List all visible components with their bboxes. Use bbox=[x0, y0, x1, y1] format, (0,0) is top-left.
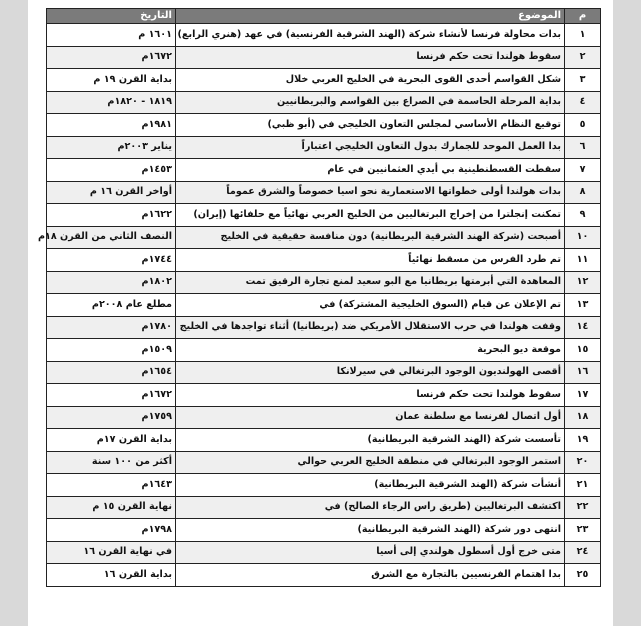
row-date: ١٩٨١م bbox=[47, 114, 176, 137]
table-row bbox=[47, 69, 601, 92]
table-row bbox=[47, 159, 601, 182]
row-topic: سقوط هولندا تحت حكم فرنسا bbox=[176, 46, 565, 69]
row-topic: أقصى الهولنديون الوجود البرتغالي في سيرلانكا bbox=[176, 361, 565, 384]
row-number: ٢ bbox=[565, 46, 601, 69]
row-date: ١٦٠١ م bbox=[47, 24, 176, 47]
row-date: ١٦٢٢م bbox=[47, 204, 176, 227]
row-topic: تم الإعلان عن قيام (السوق الخليجية المشتركة) في bbox=[176, 294, 565, 317]
row-date: ١٥٠٩م bbox=[47, 339, 176, 362]
table-row bbox=[47, 249, 601, 272]
table-row bbox=[47, 204, 601, 227]
row-date: مطلع عام ٢٠٠٨م bbox=[47, 294, 176, 317]
row-topic: تمكنت إنجلترا من إخراج البرتغاليين من الخليج العربي نهائياً مع حلفائها (إيران) bbox=[176, 204, 565, 227]
row-number: ٢٤ bbox=[565, 541, 601, 564]
row-topic: أصبحت (شركة الهند الشرقية البريطانية) دون منافسة حقيقية في الخليج bbox=[176, 226, 565, 249]
row-topic: شكل القواسم أحدى القوى البحرية في الخليج العربي خلال bbox=[176, 69, 565, 92]
row-number: ١٦ bbox=[565, 361, 601, 384]
row-date: ١٧٥٩م bbox=[47, 406, 176, 429]
table-row bbox=[47, 564, 601, 587]
row-topic: سقطت القسطنطينية بي أيدي العثمانيين في عام bbox=[176, 159, 565, 182]
table-row bbox=[47, 316, 601, 339]
row-date: بداية القرن ١٦ bbox=[47, 564, 176, 587]
row-number: ٢٣ bbox=[565, 519, 601, 542]
table-row bbox=[47, 451, 601, 474]
row-date: أواخر القرن ١٦ م bbox=[47, 181, 176, 204]
row-topic: بدات هولندا أولى خطواتها الاستعمارية نحو اسيا خصوصاً والشرق عموماً bbox=[176, 181, 565, 204]
table-row bbox=[47, 226, 601, 249]
row-topic: وقفت هولندا في حرب الاستقلال الأمريكي ضد (بريطانيا) أثناء تواجدها في الخليج bbox=[176, 316, 565, 339]
row-date: نهاية القرن ١٥ م bbox=[47, 496, 176, 519]
row-topic: المعاهدة التي أبرمتها بريطانيا مع البو سعيد لمنع تجارة الرقيق تمت bbox=[176, 271, 565, 294]
row-date: النصف الثاني من القرن ١٨م bbox=[47, 226, 176, 249]
row-date: بداية القرن ١٩ م bbox=[47, 69, 176, 92]
row-date: ١٦٧٢م bbox=[47, 384, 176, 407]
row-topic: سقوط هولندا تحت حكم فرنسا bbox=[176, 384, 565, 407]
row-number: ١٣ bbox=[565, 294, 601, 317]
table-row bbox=[47, 496, 601, 519]
header-topic: الموضوع bbox=[176, 9, 565, 24]
row-date: ١٤٥٣م bbox=[47, 159, 176, 182]
row-number: ١٤ bbox=[565, 316, 601, 339]
table-row bbox=[47, 294, 601, 317]
table-row bbox=[47, 46, 601, 69]
header-date: التاريخ bbox=[47, 9, 176, 24]
row-topic: متى خرج أول أسطول هولندي إلى أسيا bbox=[176, 541, 565, 564]
header-num: م bbox=[565, 9, 601, 24]
row-date: ١٦٤٣م bbox=[47, 474, 176, 497]
history-table bbox=[37, 8, 601, 587]
row-topic: بداية المرحلة الحاسمة في الصراع بين القواسم والبريطانيين bbox=[176, 91, 565, 114]
table-row bbox=[47, 114, 601, 137]
table-row bbox=[47, 339, 601, 362]
row-topic: بدا العمل الموحد للجمارك بدول التعاون الخليجي اعتباراً bbox=[176, 136, 565, 159]
row-topic: تأسست شركة (الهند الشرقية البريطانية) bbox=[176, 429, 565, 452]
table-row bbox=[47, 406, 601, 429]
row-number: ١٥ bbox=[565, 339, 601, 362]
row-date: يناير ٢٠٠٣م bbox=[47, 136, 176, 159]
row-number: ٢٥ bbox=[565, 564, 601, 587]
row-date: ١٨١٩ - ١٨٢٠م bbox=[47, 91, 176, 114]
row-topic: بدا اهتمام الفرنسيين بالتجارة مع الشرق bbox=[176, 564, 565, 587]
row-topic: تم طرد الفرس من مسقط نهائياً bbox=[176, 249, 565, 272]
row-topic: أنشأت شركة (الهند الشرقية البريطانية) bbox=[176, 474, 565, 497]
row-number: ١٨ bbox=[565, 406, 601, 429]
row-topic: اكتشف البرتغاليين (طريق راس الرجاء الصالح) في bbox=[176, 496, 565, 519]
row-number: ٨ bbox=[565, 181, 601, 204]
row-number: ٦ bbox=[565, 136, 601, 159]
row-number: ٤ bbox=[565, 91, 601, 114]
row-number: ١٧ bbox=[565, 384, 601, 407]
table-row bbox=[47, 541, 601, 564]
row-number: ٥ bbox=[565, 114, 601, 137]
row-date: ١٧٩٨م bbox=[47, 519, 176, 542]
row-topic: بدات محاولة فرنسا لأنشاء شركة (الهند الشرقية الفرنسية) في عهد (هنري الرابع) bbox=[176, 24, 565, 47]
row-number: ٢٠ bbox=[565, 451, 601, 474]
row-topic: انتهى دور شركة (الهند الشرقية البريطانية) bbox=[176, 519, 565, 542]
table-row bbox=[47, 181, 601, 204]
row-date: في نهاية القرن ١٦ bbox=[47, 541, 176, 564]
row-number: ٢١ bbox=[565, 474, 601, 497]
row-date: ١٧٤٤م bbox=[47, 249, 176, 272]
table-row bbox=[47, 271, 601, 294]
row-topic: استمر الوجود البرتغالي في منطقة الخليج العربي حوالي bbox=[176, 451, 565, 474]
row-number: ٧ bbox=[565, 159, 601, 182]
row-number: ٩ bbox=[565, 204, 601, 227]
row-topic: موقعة ديو البحرية bbox=[176, 339, 565, 362]
table-row bbox=[47, 91, 601, 114]
row-date: ١٧٨٠م bbox=[47, 316, 176, 339]
table-row bbox=[47, 519, 601, 542]
document-page bbox=[28, 0, 613, 626]
row-number: ١١ bbox=[565, 249, 601, 272]
header-row bbox=[47, 9, 601, 24]
table-row bbox=[47, 384, 601, 407]
table-row bbox=[47, 24, 601, 47]
row-topic: توقيع النظام الأساسي لمجلس التعاون الخليجي في (أبو ظبي) bbox=[176, 114, 565, 137]
row-number: ١ bbox=[565, 24, 601, 47]
row-number: ١٩ bbox=[565, 429, 601, 452]
row-topic: أول اتصال لفرنسا مع سلطنة عمان bbox=[176, 406, 565, 429]
table-row bbox=[47, 474, 601, 497]
row-number: ١٢ bbox=[565, 271, 601, 294]
table-row bbox=[47, 429, 601, 452]
table-row bbox=[47, 136, 601, 159]
row-number: ٢٢ bbox=[565, 496, 601, 519]
row-date: ١٦٧٢م bbox=[47, 46, 176, 69]
table-body bbox=[37, 24, 601, 587]
row-date: ١٨٠٢م bbox=[47, 271, 176, 294]
row-date: ١٦٥٤م bbox=[47, 361, 176, 384]
table-row bbox=[47, 361, 601, 384]
row-number: ١٠ bbox=[565, 226, 601, 249]
row-number: ٣ bbox=[565, 69, 601, 92]
row-date: بداية القرن ١٧م bbox=[47, 429, 176, 452]
row-date: أكثر من ١٠٠ سنة bbox=[47, 451, 176, 474]
